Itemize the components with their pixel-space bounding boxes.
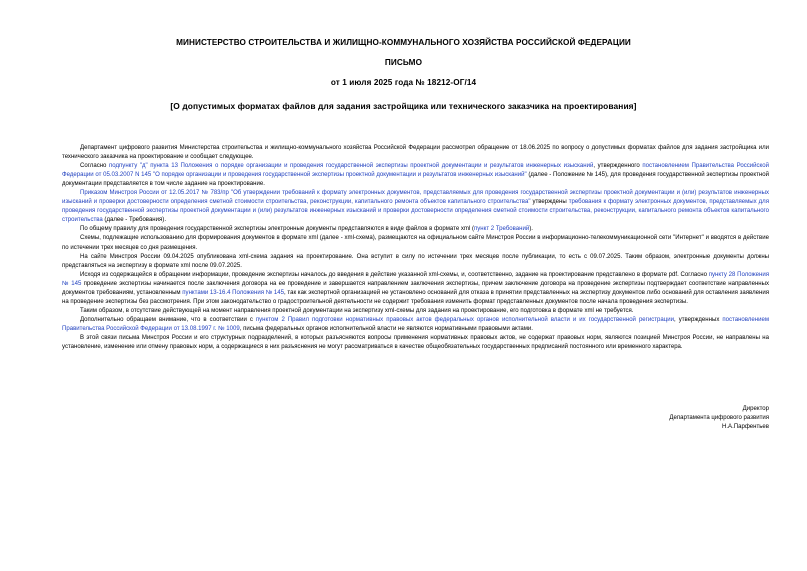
paragraph-text: (далее - Требования). bbox=[102, 217, 166, 224]
paragraph-text: ). bbox=[529, 226, 533, 233]
paragraph-text: , утвержденного bbox=[593, 163, 643, 170]
legal-reference-link[interactable]: пункту 28 Положения № 145 bbox=[62, 271, 769, 287]
legal-reference-link[interactable]: подпункту "д" пункта 13 Положения о порядке организации и проведения государственной экспертизы проектной документации и результатов инженерных изысканий bbox=[109, 163, 594, 170]
paragraph-text: На сайте Минстроя России 09.04.2025 опубликована xml-схема задания на проектирование. Она вступит в силу по истечении трех месяцев после публикации, то есть с 09.07.2025. Таким образом, электронные документы должны представляться на экспертизу в формате xml после 09.07.2025. bbox=[62, 253, 769, 269]
document-type-heading: ПИСЬМО bbox=[384, 58, 423, 67]
signature-block bbox=[669, 405, 769, 432]
paragraph-text: , письма федеральных органов исполнительной власти не являются нормативными правовыми актами. bbox=[239, 325, 533, 332]
paragraph-text: (далее - Положение № 145), для проведения государственной экспертизы проектной документации представляется в том числе задание на проектирование. bbox=[62, 172, 769, 188]
paragraph-text: , утвержденных bbox=[674, 316, 723, 323]
subject-heading: [О допустимых форматах файлов для задания застройщика или технического заказчика на проектирования] bbox=[170, 101, 637, 111]
legal-reference-link[interactable]: постановлением Правительства Российской Федерации от 05.03.2007 N 145 "О порядке организации и проведения государственной экспертизы проектной документации и результатов инженерных изысканий" bbox=[62, 163, 770, 179]
letter-paragraph bbox=[62, 271, 769, 307]
letter-body bbox=[62, 144, 769, 352]
legal-reference-link[interactable]: Приказом Минстроя России от 12.05.2017 № 783/пр "Об утверждении требований к формату электронных документов, представляемых для проведения государственной экспертизы проектной документации и (или) результатов инженерных изысканий и проверки достоверности определения сметной стоимости строительства, реконструкции, капитального ремонта объектов капитального строительства" bbox=[62, 190, 769, 206]
letter-paragraph bbox=[62, 162, 769, 189]
paragraph-text: В этой связи письма Минстроя России и его структурных подразделений, в которых разъясняются вопросы применения нормативных правовых актов, не содержат правовых норм, являются позицией Минстроя России, не направлены на установление, изменение или отмену правовых норм, а содержащиеся в них разъяснения не могут рассматриваться в качестве общеобязательных государственных предписаний постоянного или временного характера. bbox=[62, 334, 769, 351]
paragraph-text: Дополнительно обращаем внимание, что в соответствии с bbox=[80, 316, 256, 323]
signature-position-line1: Директор bbox=[742, 406, 769, 412]
letter-paragraph bbox=[62, 316, 769, 334]
letter-paragraph bbox=[62, 144, 769, 162]
letter-paragraph bbox=[62, 234, 769, 252]
date-number-heading: от 1 июля 2025 года № 18212-ОГ/14 bbox=[330, 78, 477, 87]
letter-paragraph bbox=[62, 225, 769, 234]
paragraph-text: проведение экспертизы начинается после заключения договора на ее проведение и завершается направлением заключения экспертизы, причем заключение договора на проведение экспертизы подтверждает соответствие направленных документов требованиям, установленным bbox=[62, 280, 769, 296]
legal-reference-link[interactable]: пункт 2 Требований bbox=[473, 226, 530, 233]
paragraph-text: Схемы, подлежащие использованию для формирования документов в формате xml (далее - xml-схема), размещаются на официальном сайте Минстроя России в информационно-телекоммуникационной сети "Интернет" и вводятся в действие по истечении трех месяцев со дня размещения. bbox=[62, 235, 769, 251]
legal-reference-link[interactable]: пунктом 2 Правил подготовки нормативных правовых актов федеральных органов исполнительной власти и их государственной регистрации bbox=[255, 316, 674, 323]
legal-reference-link[interactable]: постановлением Правительства Российской Федерации от 13.08.1997 г. № 1009 bbox=[62, 316, 769, 332]
paragraph-text: Департамент цифрового развития Министерства строительства и жилищно-коммунального хозяйства Российской Федерации рассмотрел обращение от 18.06.2025 по вопросу о допустимых форматах файлов для задания застройщика или технического заказчика на проектирование и сообщает следующее. bbox=[62, 145, 769, 161]
paragraph-text: утверждены bbox=[530, 199, 569, 206]
signature-position-line2: Департамента цифрового развития bbox=[669, 415, 769, 422]
paragraph-text: По общему правилу для проведения государственной экспертизы электронные документы представляются в виде файлов в формате xml ( bbox=[80, 226, 474, 233]
ministry-heading: МИНИСТЕРСТВО СТРОИТЕЛЬСТВА И ЖИЛИЩНО-КОММУНАЛЬНОГО ХОЗЯЙСТВА РОССИЙСКОЙ ФЕДЕРАЦИИ bbox=[176, 38, 631, 47]
paragraph-text: , так как экспертной организацией не установлено оснований для отказа в принятии представленных на экспертизу документов либо оснований для оставления заявления на проведение экспертизы без рассмотрения. При этом законодательство о градостроительной деятельности не содержит требования изменить формат представленных документов после начала проведения экспертизы. bbox=[62, 289, 769, 305]
legal-reference-link[interactable]: требования к формату электронных документов, представляемых для проведения государственной экспертизы проектной документации и (или) результатов инженерных изысканий и проверки достоверности определения сметной стоимости строительства, реконструкции, капитального ремонта объектов капитального строительства bbox=[62, 199, 769, 224]
letter-paragraph bbox=[62, 307, 769, 316]
signature-name: Н.А.Парфентьев bbox=[721, 424, 769, 431]
paragraph-text: Согласно bbox=[80, 163, 109, 170]
paragraph-text: Таким образом, в отсутствие действующей на момент направления проектной документации на экспертизу xml-схемы для задания на проектирование, его подготовка в формате xml не требуется. bbox=[80, 307, 634, 314]
paragraph-text: Исходя из содержащейся в обращении информации, проведение экспертизы началось до введения в действие указанной xml-схемы, и, соответственно, задание на проектирование представлено в формате pdf. Согласно bbox=[80, 271, 709, 278]
letter-paragraph bbox=[62, 334, 769, 352]
letter-paragraph bbox=[62, 253, 769, 271]
letter-paragraph bbox=[62, 189, 769, 225]
legal-reference-link[interactable]: пунктами 13-16.4 Положения № 145 bbox=[182, 289, 284, 296]
